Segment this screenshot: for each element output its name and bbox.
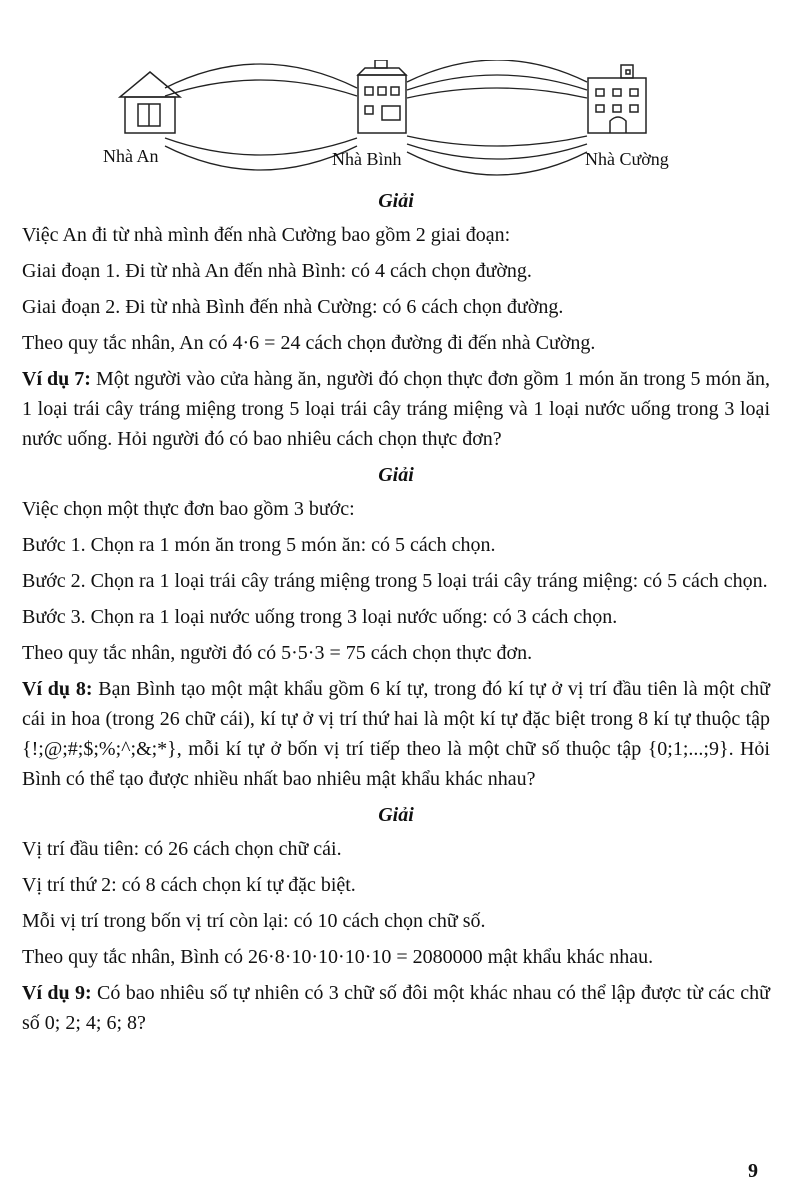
road-binh-cuong-1 <box>407 60 587 82</box>
solution8-line-3: Mỗi vị trí trong bốn vị trí còn lại: có 10 cách chọn chữ số. <box>22 910 486 932</box>
label-house-an: Nhà An <box>103 146 159 166</box>
road-an-binh-2 <box>165 80 357 96</box>
road-binh-cuong-6 <box>407 152 587 175</box>
solution8-line-1: Vị trí đầu tiên: có 26 cách chọn chữ cái. <box>22 838 342 860</box>
road-binh-cuong-4 <box>407 136 587 146</box>
solution1-line-3: Giai đoạn 2. Đi từ nhà Bình đến nhà Cường: có 6 cách chọn đường. <box>22 296 564 318</box>
solution8-line-2: Vị trí thứ 2: có 8 cách chọn kí tự đặc biệt. <box>22 874 356 896</box>
house-cuong-icon <box>588 65 646 133</box>
road-an-binh-3 <box>165 138 357 155</box>
house-an-icon <box>120 72 180 133</box>
page-content <box>22 186 770 1044</box>
solution1-line-4: Theo quy tắc nhân, An có 4·6 = 24 cách chọn đường đi đến nhà Cường. <box>22 332 596 354</box>
solution7-line-5: Theo quy tắc nhân, người đó có 5·5·3 = 75 cách chọn thực đơn. <box>22 642 533 664</box>
roads-an-binh <box>165 64 357 170</box>
label-house-cuong: Nhà Cường <box>585 149 669 169</box>
example-9-label: Ví dụ 9: <box>22 982 92 1004</box>
solution7-line-1: Việc chọn một thực đơn bao gồm 3 bước: <box>22 498 355 520</box>
example-8-text: Bạn Bình tạo một mật khẩu gồm 6 kí tự, trong đó kí tự ở vị trí đầu tiên là một chữ cái in hoa (trong 26 chữ cái), kí tự ở vị trí thứ hai là một kí tự đặc biệt trong 8 kí tự thuộc tập {!;@;#;$;%;^;&;*}, mỗi kí tự ở bốn vị trí tiếp theo là một chữ số thuộc tập {0;1;...;9}. Hỏi Bình có thể tạo được nhiều nhất bao nhiêu mật khẩu khác nhau? <box>22 678 771 790</box>
road-binh-cuong-3 <box>407 88 587 98</box>
label-house-binh: Nhà Bình <box>332 149 402 169</box>
example-9 <box>22 978 770 1038</box>
house-binh-icon <box>358 60 406 133</box>
route-diagram <box>95 60 715 180</box>
solution7-line-3: Bước 2. Chọn ra 1 loại trái cây tráng miệng trong 5 loại trái cây tráng miệng: có 5 cách chọn. <box>22 570 768 592</box>
solution1-line-1: Việc An đi từ nhà mình đến nhà Cường bao gồm 2 giai đoạn: <box>22 224 511 246</box>
page-number: 9 <box>748 1160 758 1182</box>
solution1-line-2: Giai đoạn 1. Đi từ nhà An đến nhà Bình: có 4 cách chọn đường. <box>22 260 532 282</box>
solution8-line-4: Theo quy tắc nhân, Bình có 26·8·10·10·10·10 = 2080000 mật khẩu khác nhau. <box>22 946 654 968</box>
road-an-binh-4 <box>165 146 357 170</box>
example-9-text: Có bao nhiêu số tự nhiên có 3 chữ số đôi một khác nhau có thể lập được từ các chữ số 0; 2; 4; 6; 8? <box>22 982 771 1034</box>
solution-heading-1: Giải <box>378 190 414 212</box>
example-7 <box>22 364 770 454</box>
solution7-line-2: Bước 1. Chọn ra 1 món ăn trong 5 món ăn: có 5 cách chọn. <box>22 534 496 556</box>
roads-binh-cuong <box>407 60 587 175</box>
example-7-label: Ví dụ 7: <box>22 368 91 390</box>
road-an-binh-1 <box>165 64 357 88</box>
solution-heading-8: Giải <box>378 804 414 826</box>
solution-heading-7: Giải <box>378 464 414 486</box>
example-8-label: Ví dụ 8: <box>22 678 93 700</box>
example-7-text: Một người vào cửa hàng ăn, người đó chọn thực đơn gồm 1 món ăn trong 5 món ăn, 1 loại trái cây tráng miệng trong 5 loại trái cây tráng miệng và 1 loại nước uống trong 3 loại nước uống. Hỏi người đó có bao nhiêu cách chọn thực đơn? <box>22 368 771 450</box>
solution7-line-4: Bước 3. Chọn ra 1 loại nước uống trong 3 loại nước uống: có 3 cách chọn. <box>22 606 618 628</box>
example-8 <box>22 674 770 794</box>
